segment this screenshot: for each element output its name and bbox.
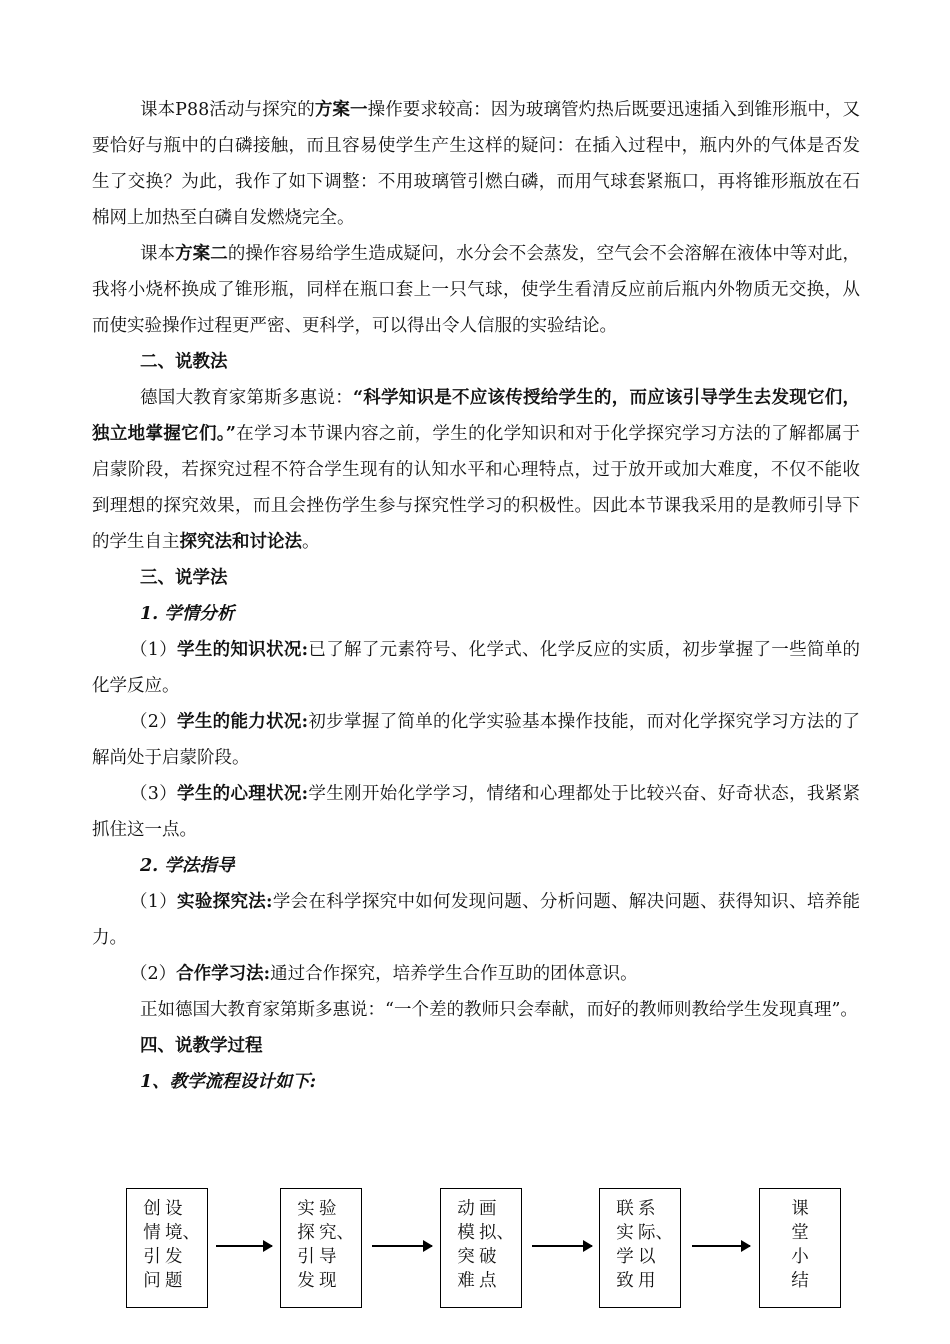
text-run: 课本 <box>140 244 176 264</box>
flow-char: 导 <box>319 1247 337 1267</box>
text-run: 学生刚开始化学学习，情绪和心理都处于比较兴奋、好奇状态，我紧紧抓住这一点。 <box>92 784 860 840</box>
bold-run: 学生的知识状况: <box>177 640 309 660</box>
flow-char: 课 <box>791 1199 809 1219</box>
paragraph-experiment-method <box>92 884 860 956</box>
flow-char: 动 <box>457 1199 475 1219</box>
paragraph-ability-status <box>92 704 860 776</box>
flow-arrow <box>692 1245 750 1247</box>
section-heading-teaching-process: 四、说教学过程 <box>140 1036 263 1056</box>
flow-step-4 <box>599 1188 681 1308</box>
flow-char: 拟、 <box>479 1223 514 1243</box>
paragraph-plan-one <box>92 92 860 236</box>
paragraph-cooperative-method <box>92 956 860 992</box>
bold-run: 方案一 <box>314 100 368 120</box>
list-marker: （3） <box>130 784 178 804</box>
flow-char: 系 <box>638 1199 656 1219</box>
list-marker: （2） <box>130 712 178 732</box>
flow-char: 情 <box>143 1223 161 1243</box>
flow-arrow <box>216 1245 272 1247</box>
flow-char: 学 <box>616 1247 634 1267</box>
list-marker: （1） <box>130 640 178 660</box>
flow-char: 发 <box>297 1271 315 1291</box>
flow-char: 验 <box>319 1199 337 1219</box>
flow-char: 现 <box>319 1271 337 1291</box>
bold-run: 学生的能力状况: <box>177 712 309 732</box>
flow-step-5 <box>759 1188 841 1308</box>
text-run: 已了解了元素符号、化学式、化学反应的实质，初步掌握了一些简单的化学反应。 <box>92 640 860 696</box>
paragraph-plan-two <box>92 236 860 344</box>
text-run: 学会在科学探究中如何发现问题、分析问题、解决问题、获得知识、培养能力。 <box>92 892 861 948</box>
flow-step-3 <box>440 1188 522 1308</box>
text-run: 德国大教育家第斯多惠说： <box>140 388 353 408</box>
flow-char: 点 <box>479 1271 497 1291</box>
text-run: 操作要求较高：因为玻璃管灼热后既要迅速插入到锥形瓶中，又要恰好与瓶中的白磷接触，而且容易使学生产生这样的疑问：在插入过程中，瓶内外的气体是否发生了交换？为此，我作了如下调整：不用玻璃管引燃白磷，而用气球套紧瓶口，再将锥形瓶放在石棉网上加热至白磷自发燃烧完全。 <box>92 100 860 228</box>
flow-char: 结 <box>791 1271 809 1291</box>
section-heading-learning-method: 三、说学法 <box>140 568 228 588</box>
document-body <box>92 92 860 1100</box>
paragraph-teaching-method <box>92 380 860 560</box>
list-marker: （2） <box>130 964 177 984</box>
flow-char: 实 <box>297 1199 315 1219</box>
flow-char: 联 <box>616 1199 634 1219</box>
paragraph-psychology-status <box>92 776 860 848</box>
text-run: 。 <box>302 532 320 552</box>
flow-char: 探 <box>297 1223 315 1243</box>
flow-char: 实 <box>616 1223 634 1243</box>
flow-char: 究、 <box>319 1223 354 1243</box>
flow-char: 致 <box>616 1271 634 1291</box>
flow-char: 难 <box>457 1271 475 1291</box>
paragraph-knowledge-status <box>92 632 860 704</box>
section-heading-teaching-method: 二、说教法 <box>140 352 228 372</box>
subheading-student-analysis: 1. 学情分析 <box>140 604 235 624</box>
text-run: 课本P88活动与探究的 <box>140 100 315 120</box>
text-run: 在学习本节课内容之前，学生的化学知识和对于化学探究学习方法的了解都属于启蒙阶段，若探究过程不符合学生现有的认知水平和心理特点，过于放开或加大难度，不仅不能收到理想的探究效果，而且会挫伤学生参与探究性学习的积极性。因此本节课我采用的是教师引导下的学生自主 <box>92 424 860 552</box>
flow-arrow <box>372 1245 432 1247</box>
flow-char: 用 <box>638 1271 656 1291</box>
bold-quote: “科学知识是不应该传授给学生的，而应该引导学生去发现它们，独立地掌握它们。” <box>92 388 860 444</box>
teaching-flow-diagram <box>126 1188 846 1313</box>
flow-char: 破 <box>479 1247 497 1267</box>
flow-char: 发 <box>165 1247 183 1267</box>
bold-run: 方案二 <box>175 244 228 264</box>
flow-char: 问 <box>143 1271 161 1291</box>
flow-char: 堂 <box>791 1223 809 1243</box>
text-run: 初步掌握了简单的化学实验基本操作技能，而对化学探究学习方法的了解尚处于启蒙阶段。 <box>92 712 860 768</box>
subheading-flow-design: 1、教学流程设计如下: <box>140 1072 317 1092</box>
flow-char: 创 <box>143 1199 161 1219</box>
bold-run: 合作学习法: <box>176 964 271 984</box>
bold-run: 实验探究法: <box>177 892 273 912</box>
flow-char: 引 <box>143 1247 161 1267</box>
text-run: 的操作容易给学生造成疑问，水分会不会蒸发，空气会不会溶解在液体中等对此，我将小烧杯换成了锥形瓶，同样在瓶口套上一只气球，使学生看清反应前后瓶内外物质无交换，从而使实验操作过程更严密、更科学，可以得出令人信服的实验结论。 <box>92 244 860 336</box>
bold-run: 探究法和讨论法 <box>179 532 302 552</box>
flow-char: 突 <box>457 1247 475 1267</box>
bold-run: 学生的心理状况: <box>177 784 309 804</box>
text-run: 通过合作探究，培养学生合作互助的团体意识。 <box>270 964 638 984</box>
flow-char: 画 <box>479 1199 497 1219</box>
flow-char: 引 <box>297 1247 315 1267</box>
flow-step-1 <box>126 1188 208 1308</box>
paragraph-quote: 正如德国大教育家第斯多惠说：“一个差的教师只会奉献，而好的教师则教给学生发现真理”。 <box>140 1000 858 1020</box>
flow-char: 小 <box>791 1247 809 1267</box>
flow-char: 设 <box>165 1199 183 1219</box>
subheading-study-guidance: 2. 学法指导 <box>140 856 235 876</box>
list-marker: （1） <box>130 892 178 912</box>
flow-char: 境、 <box>165 1223 200 1243</box>
flow-arrow <box>532 1245 592 1247</box>
flow-step-2 <box>280 1188 362 1308</box>
flow-char: 题 <box>165 1271 183 1291</box>
flow-char: 以 <box>638 1247 656 1267</box>
flow-char: 模 <box>457 1223 475 1243</box>
flow-char: 际、 <box>638 1223 673 1243</box>
